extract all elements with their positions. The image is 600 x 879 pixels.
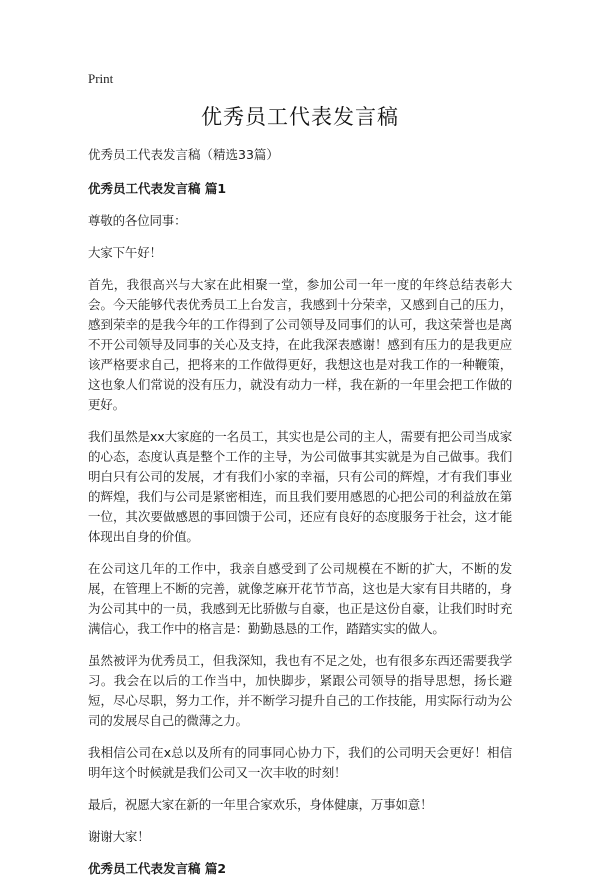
paragraph-body: 首先，我很高兴与大家在此相聚一堂，参加公司一年一度的年终总结表彰大会。今天能够代表优秀员工上台发言，我感到十分荣幸，又感到自己的压力，感到荣幸的是我今年的工作得到了公司领导及同事们的认可，我这荣誉也是离不开公司领导及同事的关心及支持，在此我深表感谢！感到有压力的是我更应该严格要求自己，把将来的工作做得更好，我想这也是对我工作的一种鞭策，这也象人们常说的没有压力，就没有动力一样，我在新的一年里会把工作做的更好。 <box>88 277 512 412</box>
paragraph-body: 我们虽然是xx大家庭的一名员工，其实也是公司的主人，需要有把公司当成家的心态，态度认真是整个工作的主导，为公司做事其实就是为自己做事。我们明白只有公司的发展，才有我们小家的幸福，只有公司的辉煌，才有我们事业的辉煌，我们与公司是紧密相连，而且我们要用感恩的心把公司的利益放在第一位，其次要做感恩的事回馈于公司，还应有良好的态度服务于社会，这才能体现出自身的价值。 <box>88 429 512 544</box>
section-heading-1: 优秀员工代表发言稿 篇1 <box>88 181 227 196</box>
page-title: 优秀员工代表发言稿 <box>201 105 399 129</box>
paragraph-greeting: 大家下午好！ <box>88 245 162 260</box>
paragraph-thanks: 谢谢大家！ <box>88 829 150 844</box>
paragraph-body: 我相信公司在x总以及所有的同事同心协力下，我们的公司明天会更好！相信明年这个时候就是我们公司又一次丰收的时刻！ <box>88 745 512 780</box>
paragraph-body: 在公司这几年的工作中，我亲自感受到了公司规模在不断的扩大，不断的发展，在管理上不断的完善，就像芝麻开花节节高，这也是大家有目共睹的，身为公司其中的一员，我感到无比骄傲与自豪，也正是这份自豪，让我们时时充满信心，我工作中的格言是：勤勤恳恳的工作，踏踏实实的做人。 <box>88 561 512 636</box>
section-heading-2: 优秀员工代表发言稿 篇2 <box>88 861 227 876</box>
document-subtitle: 优秀员工代表发言稿（精选33篇） <box>88 147 279 162</box>
paragraph-closing: 最后，祝愿大家在新的一年里合家欢乐，身体健康，万事如意！ <box>88 797 433 812</box>
print-link[interactable]: Print <box>88 71 114 86</box>
paragraph-salutation: 尊敬的各位同事： <box>88 213 187 228</box>
paragraph-body: 虽然被评为优秀员工，但我深知，我也有不足之处，也有很多东西还需要我学习。我会在以后的工作当中，加快脚步，紧跟公司领导的指导思想，扬长避短，尽心尽职，努力工作，并不断学习提升自己的工作技能，用实际行动为公司的发展尽自己的微薄之力。 <box>88 653 512 728</box>
